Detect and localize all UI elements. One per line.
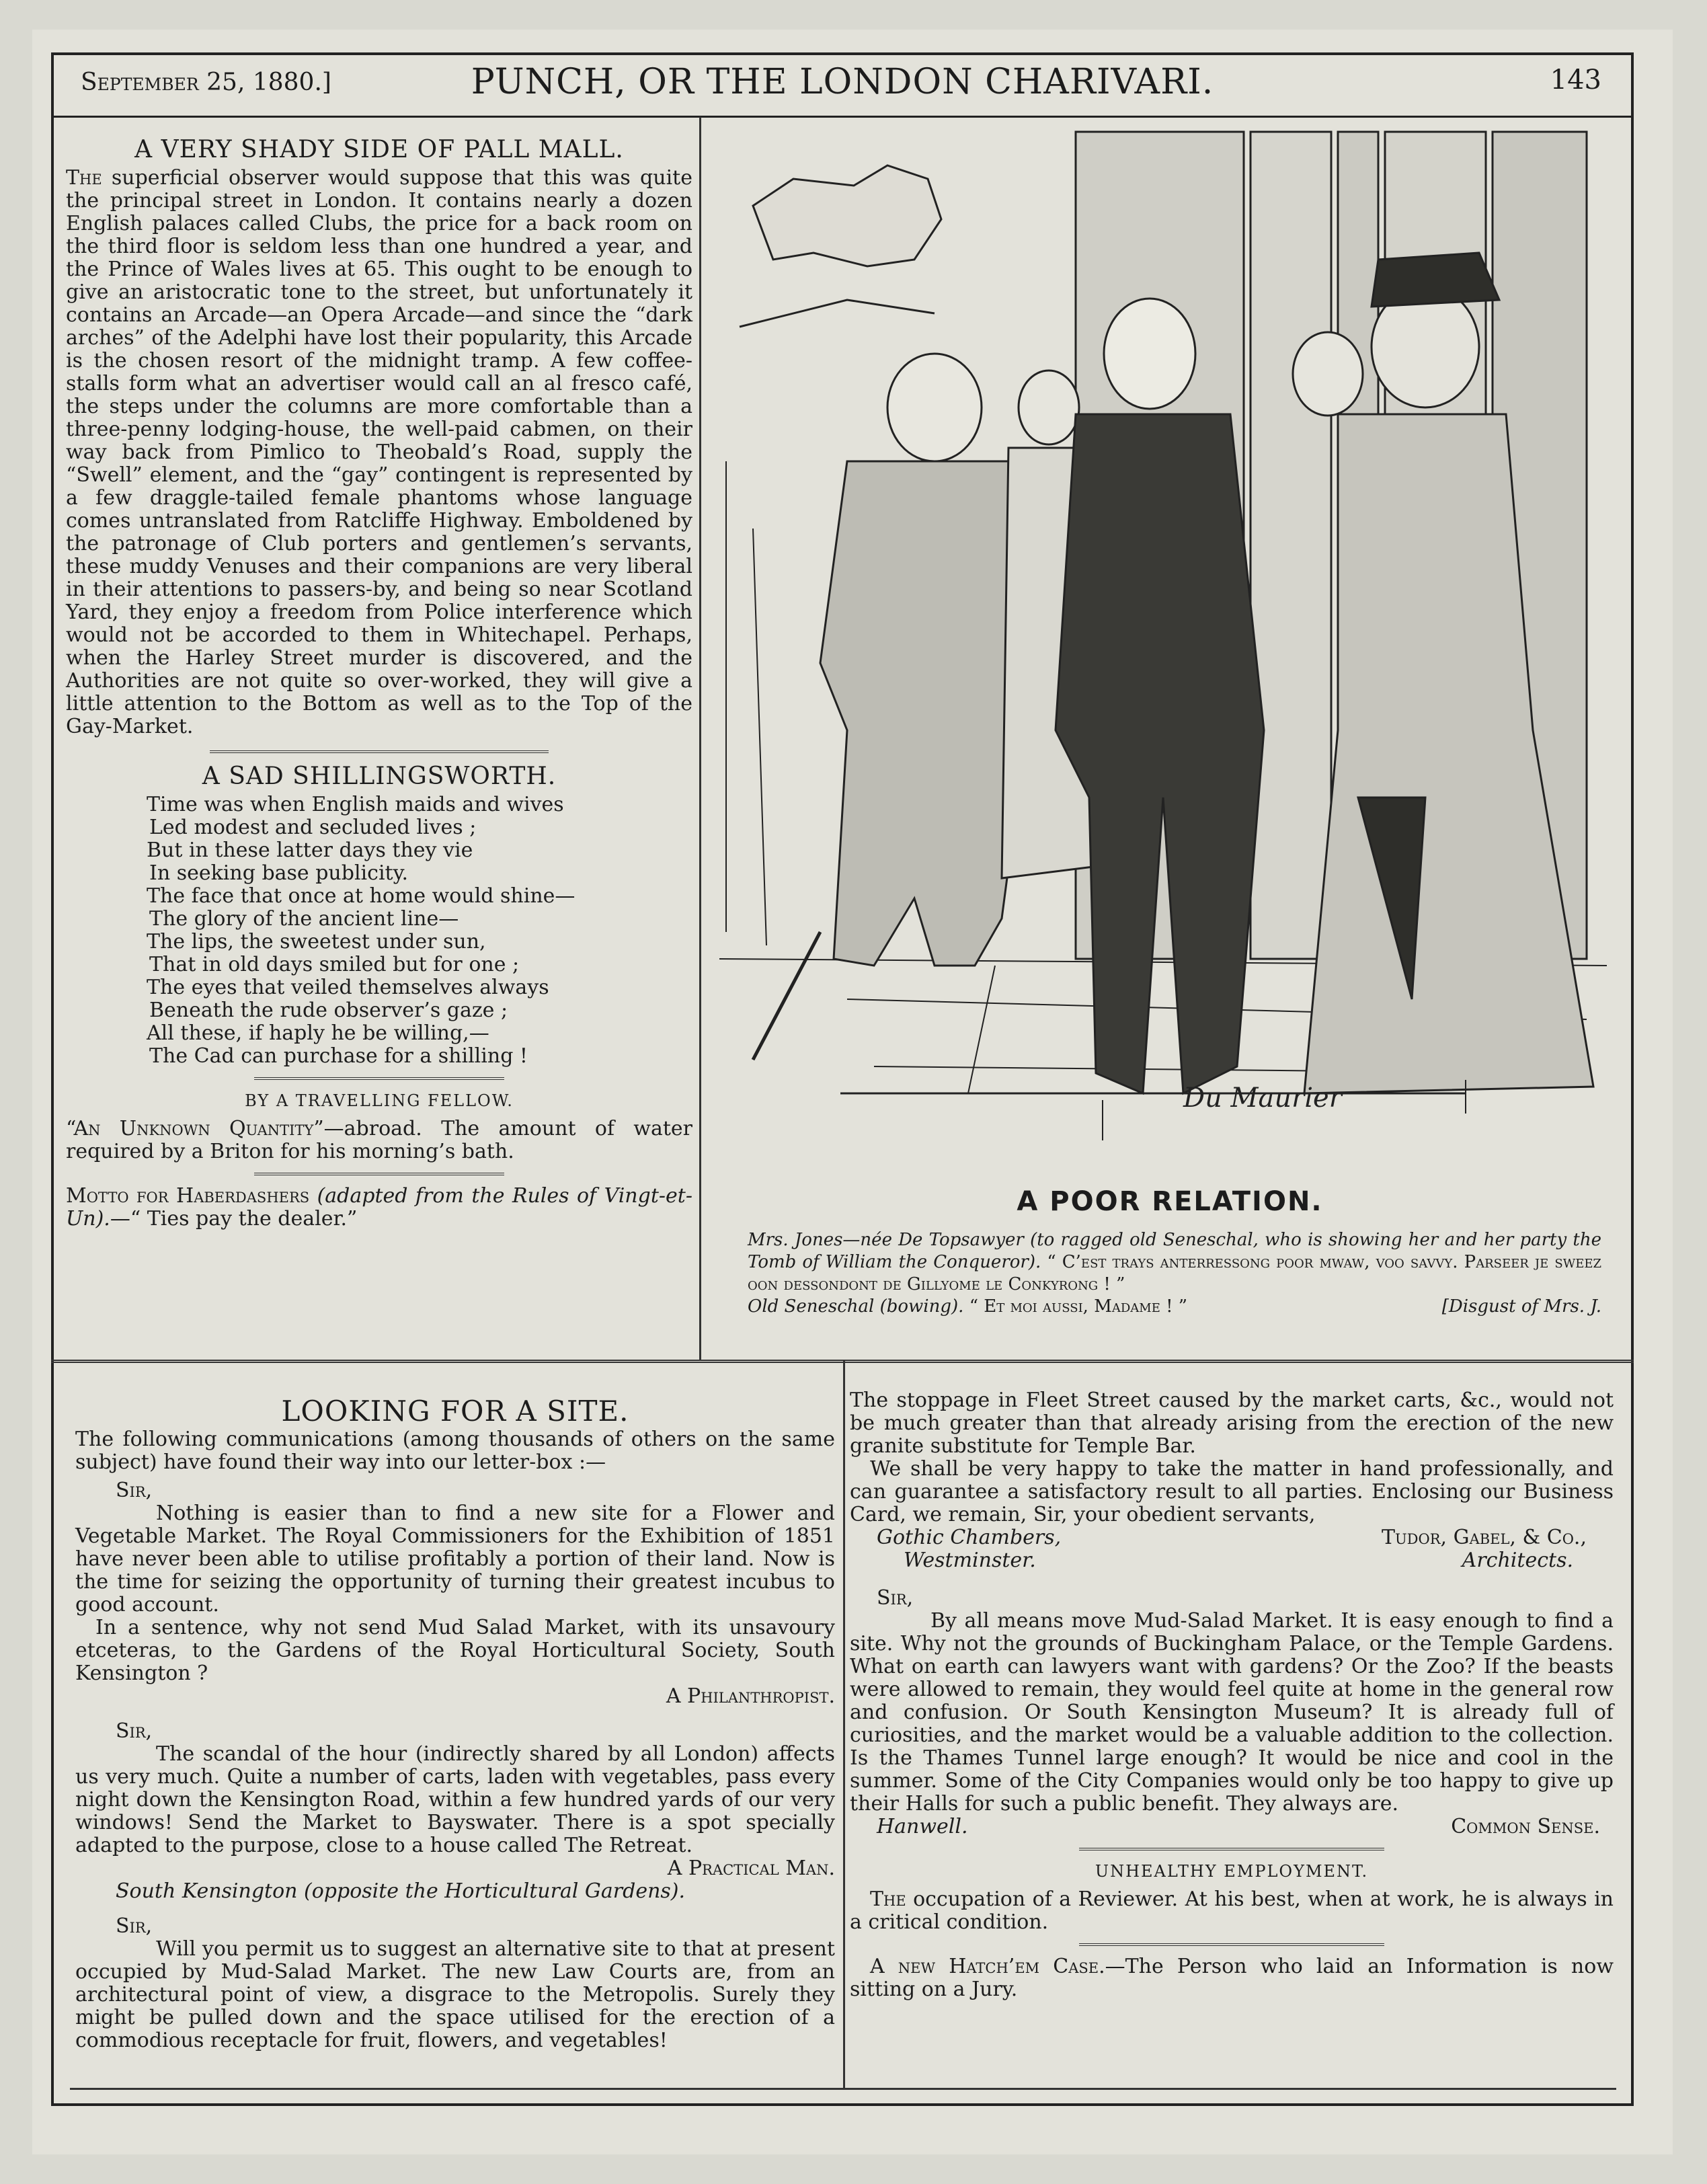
address-right-2: Architects. (1462, 1549, 1573, 1572)
section-divider (51, 1360, 1634, 1363)
caption-line-2 (748, 1296, 1601, 1318)
letter-paragraph: The scandal of the hour (indirectly shared by all London) affects us very much. Quite a number of carts, laden with vegetables, pass every night down the Kensington Road, within a few hundred yards of our very windows! Send the Market to Bayswater. There is a spot specially adapted to the purpose, close to a house called The Retreat. (75, 1742, 835, 1857)
poem-line: Led modest and secluded lives ; (149, 816, 477, 839)
rule (254, 1173, 505, 1175)
letter-continued-2: We shall be very happy to take the matter in hand professionally, and can guarantee a satisfactory result to all parties. Enclosing our Business Card, we remain, Sir, your obedient servants, (850, 1457, 1614, 1526)
letter-signature: A Practical Man. (667, 1857, 835, 1880)
site-column-left (75, 1395, 835, 2052)
letter-salutation: Sir, (116, 1914, 153, 1938)
address-row-1 (850, 1526, 1614, 1549)
unhealthy-body (850, 1888, 1614, 1934)
caption-speaker-2: Old Seneschal (bowing). (748, 1296, 964, 1317)
travelling-text: —abroad. The amount of water required by a Briton for his morning’s bath. (66, 1117, 692, 1163)
rule (254, 1077, 505, 1080)
letter-paragraph: By all means move Mud-Salad Market. It is easy enough to find a site. Why not the grounds of Buckingham Palace, or the Temple Gardens. What on earth can lawyers want with gardens? Or the Zoo? If the beasts were allowed to remain, they would feel quite at home in the general row and confusion. Or South Kensington Museum? It is already full of curiosities, and the market would be a valuable addition to the collection. Is the Thames Tunnel large enough? It would be nice and cool in the summer. Some of the City Companies would only be too happy to give up their Halls for such a public benefit. They always are. (850, 1609, 1614, 1816)
dropcap: The (66, 166, 102, 190)
letter-salutation: Sir, (116, 1719, 153, 1743)
page-header (51, 59, 1634, 117)
rule (1079, 1943, 1384, 1946)
letter-salutation: Sir, (116, 1479, 153, 1502)
caption-aside: [Disgust of Mrs. J. (1441, 1296, 1601, 1317)
left-column (66, 136, 692, 1231)
poem-line: The glory of the ancient line— (149, 907, 459, 931)
artist-signature: Du Maurier (1183, 1083, 1342, 1114)
address-right-1: Tudor, Gabel, & Co., (1381, 1526, 1587, 1549)
letter-4-sign-row (850, 1816, 1614, 1838)
article-title-pall-mall: A VERY SHADY SIDE OF PALL MALL. (134, 136, 624, 163)
address-row-2 (850, 1549, 1614, 1572)
travelling-lead: “An Unknown Quantity” (66, 1117, 324, 1140)
rule (210, 750, 548, 753)
poem (147, 793, 692, 1068)
travelling-title: BY A TRAVELLING FELLOW. (245, 1091, 514, 1110)
unhealthy-lead: The (870, 1887, 906, 1911)
travelling-body (66, 1118, 692, 1163)
issue-date: September 25, 1880.] (81, 69, 331, 96)
bottom-rule (70, 2088, 1616, 2090)
letter-signature: A Philanthropist. (666, 1684, 835, 1708)
poem-line: In seeking base publicity. (149, 861, 409, 885)
haberdashers-paren: (adapted from the Rules of Vingt-et-Un). (66, 1184, 692, 1231)
page-number: 143 (1550, 65, 1601, 95)
unhealthy-title: UNHEALTHY EMPLOYMENT. (1095, 1862, 1369, 1881)
masthead: PUNCH, OR THE LONDON CHARIVARI. (471, 62, 1214, 102)
letter-signature: Common Sense. (1451, 1815, 1600, 1838)
poem-line: The face that once at home would shine— (147, 884, 575, 908)
site-column-right (850, 1389, 1614, 2001)
unhealthy-text: occupation of a Reviewer. At his best, when at work, he is always in a critical condition. (850, 1887, 1614, 1934)
column-divider-bottom (843, 1361, 845, 2089)
cartoon-caption (748, 1229, 1601, 1318)
letter-paragraph: Will you permit us to suggest an alternative site to that at present occupied by Mud-Salad Market. The new Law Courts are, from an architectural point of view, a disgrace to the Metropolis. Surely they might be pulled down and the space utilised for the erection of a commodious receptacle for fruit, flowers, and vegetables! (75, 1937, 835, 2052)
hatchem-lead: A new Hatch’em Case. (870, 1955, 1105, 1978)
cartoon-illustration (713, 125, 1614, 1140)
caption-line-1 (748, 1229, 1601, 1296)
poem-line: Time was when English maids and wives (147, 793, 564, 816)
poem-line: But in these latter days they vie (147, 838, 473, 862)
letter-paragraph: Nothing is easier than to find a new site for a Flower and Vegetable Market. The Royal Commissioners for the Exhibition of 1851 have never been able to utilise profitably a portion of their land. Now is the time for seizing the opportunity of turning their greatest incubus to good account. (75, 1502, 835, 1616)
column-divider-top (699, 117, 701, 1360)
letter-paragraph: In a sentence, why not send Mud Salad Market, with its unsavoury etceteras, to the Gardens of the Royal Horticultural Society, South Kensington ? (75, 1616, 835, 1685)
haberdashers-item (66, 1185, 692, 1231)
poem-title: A SAD SHILLINGSWORTH. (202, 763, 557, 790)
poem-line: The Cad can purchase for a shilling ! (149, 1044, 528, 1068)
hatchem-text: —The Person who laid an Information is now sitting on a Jury. (850, 1955, 1614, 2001)
caption-reply (748, 1296, 1187, 1318)
site-title: LOOKING FOR A SITE. (281, 1395, 629, 1428)
caption-speech-2: “ Et moi aussi, Madame ! ” (969, 1296, 1188, 1317)
letter-salutation: Sir, (877, 1586, 914, 1610)
poem-line: The lips, the sweetest under sun, (147, 930, 486, 953)
address-left-2: Westminster. (904, 1549, 1036, 1572)
haberdashers-lead: Motto for Haberdashers (66, 1184, 310, 1208)
letter-place: Hanwell. (877, 1815, 968, 1838)
pall-mall-text: superficial observer would suppose that this was quite the principal street in London. It contains nearly a dozen English palaces called Clubs, the price for a back room on the third floor is seldom less than one hundred a year, and the Prince of Wales lives at 65. This ought to be enough to give an aristocratic tone to the street, but unfortunately it contains an Arcade—an Opera Arcade—and since the “dark arches” of the Adelphi have lost their popularity, this Arcade is the chosen resort of the midnight tramp. A few coffee-stalls form what an advertiser would call an al fresco café, the steps under the columns are more comfortable than a three-penny lodging-house, the well-paid cabmen, on their way back from Pimlico to Theobald’s Road, supply the “Swell” element, and the “gay” contingent is represented by a few draggle-tailed female phantoms whose language comes untranslated from Ratcliffe Highway. Emboldened by the patronage of Club porters and gentlemen’s servants, these muddy Venuses and their companions are very liberal in their attentions to passers-by, and being so near Scotland Yard, they enjoy a freedom from Police interference which would not be accorded to them in Whitechapel. Perhaps, when the Harley Street murder is discovered, and the Authorities are not quite so over-worked, they will give a little attention to the Bottom as well as to the Top of the Gay-Market. (66, 166, 692, 738)
caption-speech-1: “ C’est trays anterressong poor mwaw, voo savvy. Parseer je sweez oon dessondont de Gillyome le Conkyrong ! ” (748, 1252, 1602, 1294)
site-intro: The following communications (among thousands of others on the same subject) have found their way into our letter-box :— (75, 1428, 835, 1474)
cartoon-title: A POOR RELATION. (1017, 1186, 1323, 1217)
caption-speaker-1: Mrs. Jones—née De Topsawyer (to ragged old Seneschal, who is showing her and her party the Tomb of William the Conqueror). (748, 1230, 1601, 1272)
article-body-pall-mall (66, 167, 692, 738)
poem-line: Beneath the rude observer’s gaze ; (149, 999, 508, 1022)
poem-line: That in old days smiled but for one ; (149, 953, 520, 976)
hatchem-item (850, 1955, 1614, 2001)
letter-address: South Kensington (opposite the Horticultural Gardens). (116, 1879, 686, 1903)
poem-line: All these, if haply he be willing,— (147, 1021, 489, 1045)
address-left-1: Gothic Chambers, (877, 1526, 1062, 1549)
haberdashers-quote: —“ Ties pay the dealer.” (110, 1207, 358, 1231)
letter-continued: The stoppage in Fleet Street caused by the market carts, &c., would not be much greater than that already arising from the erection of the new granite substitute for Temple Bar. (850, 1389, 1614, 1458)
poem-line: The eyes that veiled themselves always (147, 976, 549, 999)
header-rule (51, 116, 1634, 118)
rule (1079, 1848, 1384, 1850)
